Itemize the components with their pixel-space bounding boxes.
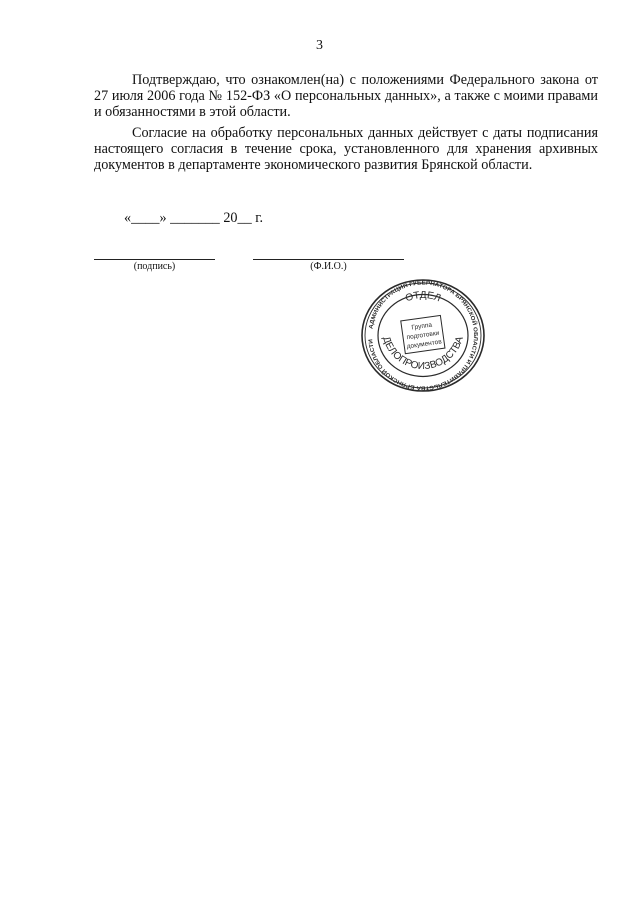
confirmation-paragraph: Подтверждаю, что ознакомлен(на) с положениями Федерального закона от 27 июля 2006 года № 152-ФЗ «О персональных данных», а также с моими правами и обязанностями в этой области.: [94, 72, 598, 120]
full-name-caption: (Ф.И.О.): [310, 261, 347, 272]
stamp-seal: [360, 278, 486, 393]
stamp-division-text: ДЕЛОПРОИЗВОДСТВА: [380, 335, 466, 373]
stamp-center-line: Группа: [411, 321, 433, 332]
date-line: «____» _______ 20__ г.: [124, 210, 263, 226]
consent-duration-paragraph: Согласие на обработку персональных данных действует с даты подписания настоящего согласия в течение срока, установленного для хранения архивных документов в департаменте экономического развития Брянской области.: [94, 125, 598, 173]
office-stamp: [360, 278, 486, 393]
signature-line: [94, 259, 215, 260]
stamp-outer-text: АДМИНИСТРАЦИЯ ГУБЕРНАТОРА БРЯНСКОЙ ОБЛАСТИ И ПРАВИТЕЛЬСТВА БРЯНСКОЙ ОБЛАСТИ: [368, 280, 479, 391]
full-name-line: [253, 259, 404, 260]
stamp-center-line: документов: [406, 338, 443, 351]
signature-caption: (подпись): [133, 261, 176, 272]
page-number: 3: [316, 38, 323, 53]
stamp-center-line: подготовки: [406, 329, 440, 342]
stamp-department-text: ОТДЕЛ: [403, 289, 443, 305]
